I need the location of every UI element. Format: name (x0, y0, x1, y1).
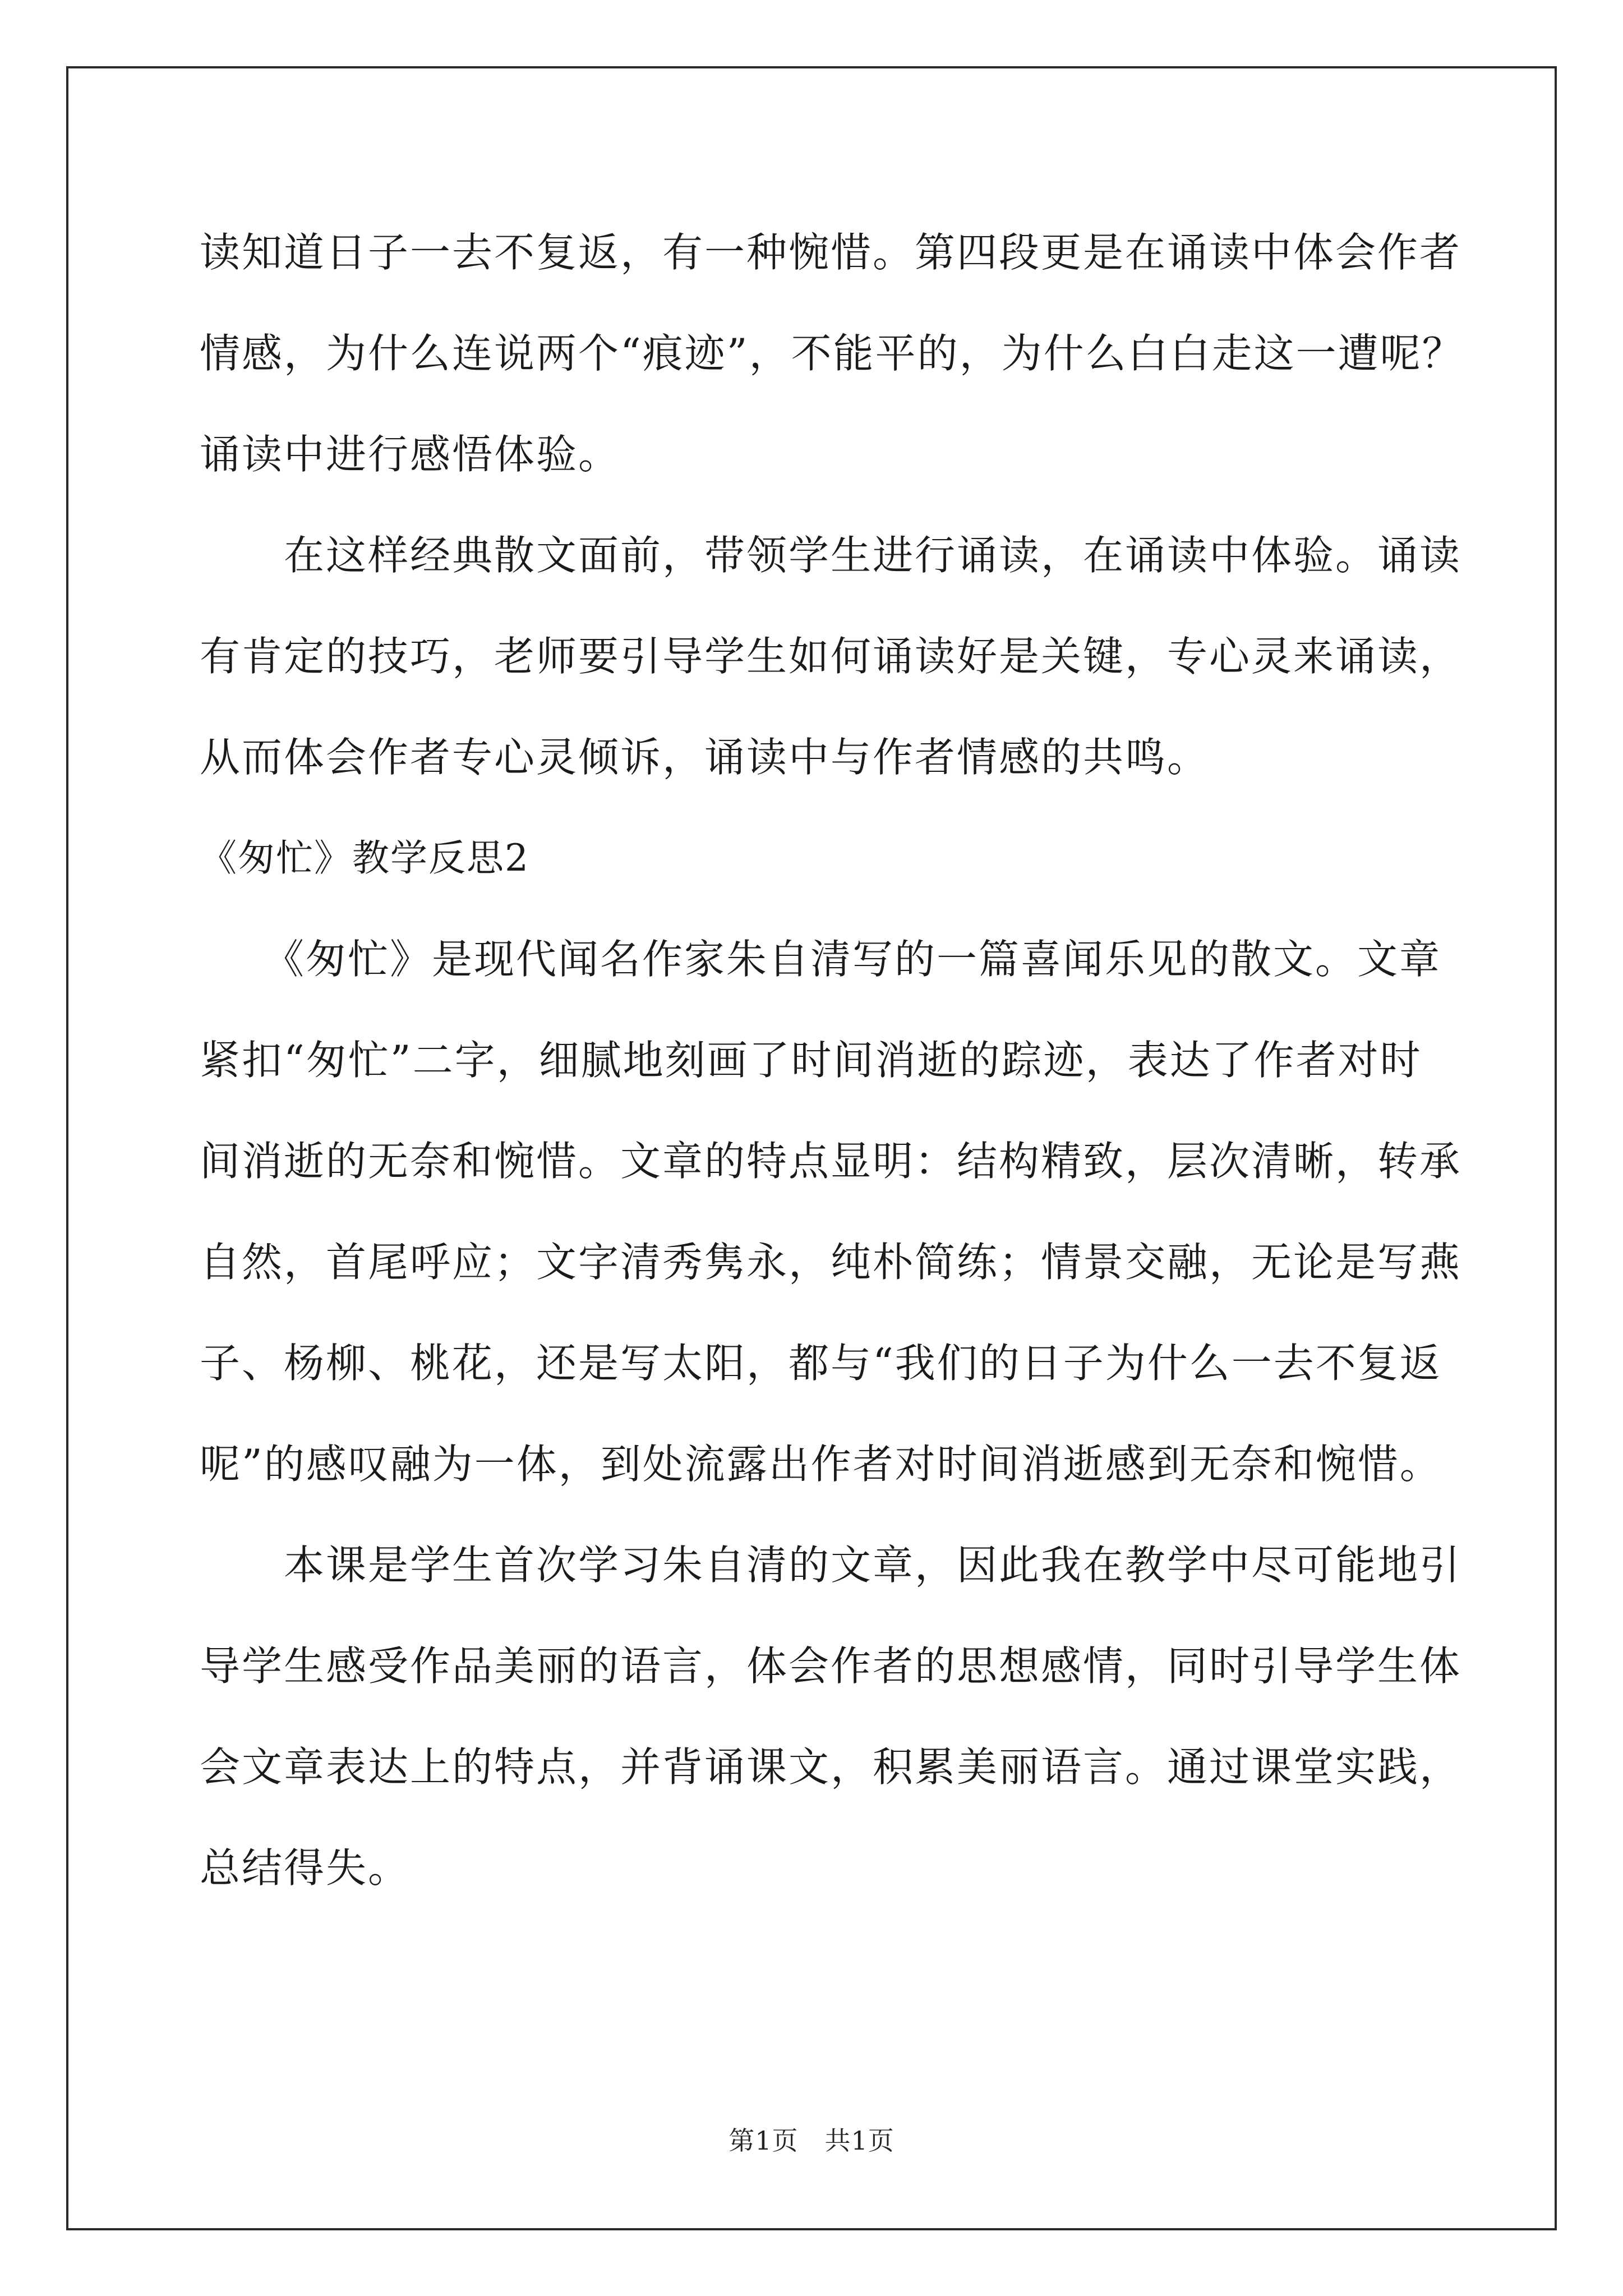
text-line: 间消逝的无奈和惋惜。文章的特点显明：结构精致，层次清晰，转承 (200, 1138, 1462, 1185)
text-line: 自然，首尾呼应；文字清秀隽永，纯朴简练；情景交融，无论是写燕 (200, 1239, 1462, 1286)
text-line: 读知道日子一去不复返，有一种惋惜。第四段更是在诵读中体会作者 (200, 229, 1462, 276)
text-line: 《匆忙》是现代闻名作家朱自清写的一篇喜闻乐见的散文。文章 (200, 936, 1442, 983)
page-number-label: 第1页 共1页 (728, 2125, 895, 2156)
page-footer (0, 2120, 1623, 2157)
text-line: 导学生感受作品美丽的语言，体会作者的思想感情，同时引导学生体 (200, 1642, 1462, 1690)
text-line: 子、杨柳、桃花，还是写太阳，都与“我们的日子为什么一去不复返 (200, 1340, 1442, 1387)
text-line: 会文章表达上的特点，并背诵课文，积累美丽语言。通过课堂实践， (200, 1743, 1462, 1791)
paragraph-4 (200, 1515, 1462, 1918)
document-body (200, 202, 1464, 1918)
text-line: 情感，为什么连说两个“痕迹”，不能平的，为什么白白走这一遭呢？ (200, 330, 1464, 377)
text-line: 本课是学生首次学习朱自清的文章，因此我在教学中尽可能地引 (200, 1542, 1462, 1589)
paragraph-2 (200, 505, 1462, 808)
text-line: 诵读中进行感悟体验。 (200, 431, 621, 478)
text-line: 在这样经典散文面前，带领学生进行诵读，在诵读中体验。诵读 (200, 532, 1462, 579)
text-line: 总结得失。 (200, 1844, 411, 1892)
text-line: 呢”的感叹融为一体，到处流露出作者对时间消逝感到无奈和惋惜。 (200, 1441, 1442, 1488)
paragraph-1 (200, 202, 1464, 505)
section-heading: 《匆忙》教学反思2 (200, 836, 529, 880)
text-line: 有肯定的技巧，老师要引导学生如何诵读好是关键，专心灵来诵读， (200, 633, 1462, 680)
text-line: 从而体会作者专心灵倾诉，诵读中与作者情感的共鸣。 (200, 734, 1210, 781)
text-line: 紧扣“匆忙”二字，细腻地刻画了时间消逝的踪迹，表达了作者对时 (200, 1037, 1422, 1084)
paragraph-3 (200, 909, 1462, 1515)
